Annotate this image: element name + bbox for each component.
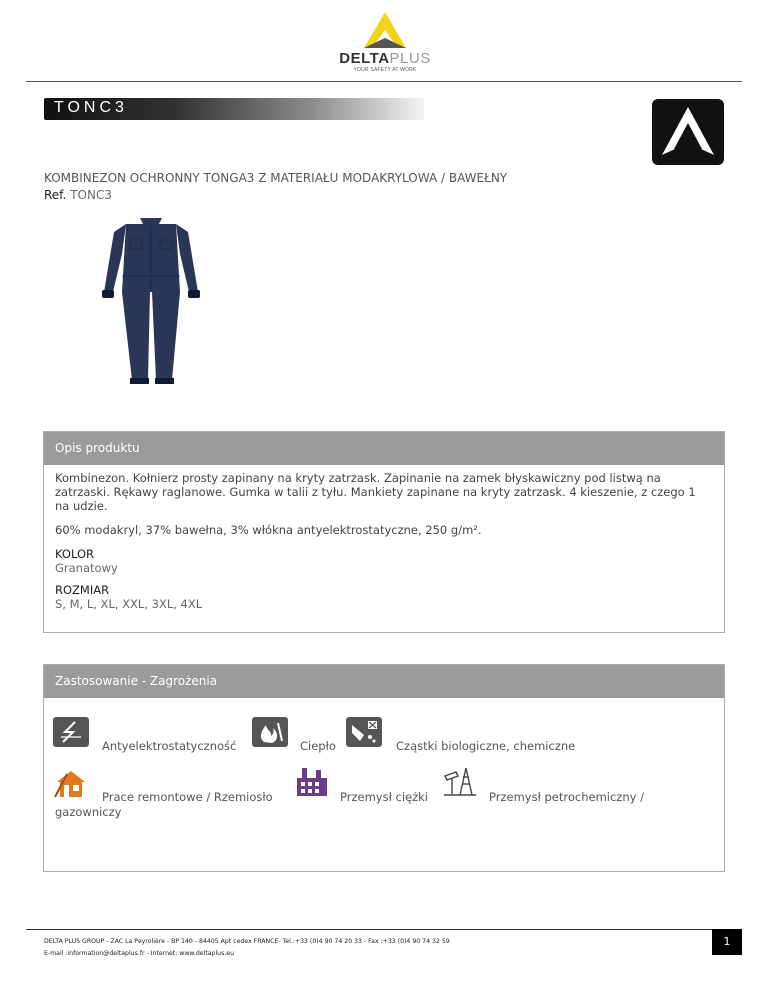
delta-plus-logo	[322, 10, 448, 72]
delta-badge-icon	[652, 99, 724, 165]
sector-label-renovation: Prace remontowe / Rzemiosło	[102, 790, 273, 804]
logo-tagline: YOUR SAFETY AT WORK	[353, 67, 417, 73]
description-text: Kombinezon. Kołnierz prosty zapinany na kryty zatrzask. Zapinanie na zamek błyskawiczny pod listwą na zatrzaski. Rękawy raglanowe. Gumka w talii z tyłu. Mankiety zapinane na kryty zatrzask. 4 kieszenie, z czego 1 na udzie.	[55, 471, 696, 513]
product-code-banner	[44, 98, 424, 120]
footer-contact	[44, 936, 450, 960]
composition-text: 60% modakryl, 37% bawełna, 3% włókna antyelektrostatyczne, 250 g/m².	[55, 523, 482, 537]
footer-web: E-mail :information@deltaplus.fr - Internet: www.deltaplus.eu	[44, 950, 235, 957]
product-title: KOMBINEZON OCHRONNY TONGA3 Z MATERIAŁU MODAKRYLOWA / BAWEŁNY	[44, 171, 508, 185]
hazard-label-heat: Ciepło	[300, 739, 336, 753]
applications-section	[43, 664, 725, 872]
sector-label-heavy-industry: Przemysł ciężki	[340, 790, 428, 804]
size-value: S, M, L, XL, XXL, 3XL, 4XL	[55, 597, 203, 611]
sector-label-petrochemical: Przemysł petrochemiczny / gazowniczy	[55, 790, 644, 819]
page-number: 1	[712, 929, 742, 955]
heat-icon	[252, 717, 288, 747]
chemical-particles-icon	[346, 717, 382, 747]
logo-triangle-icon	[322, 10, 448, 50]
footer-divider	[26, 929, 712, 930]
hazard-label-chemical: Cząstki biologiczne, chemiczne	[396, 739, 576, 753]
antistatic-icon	[53, 717, 89, 747]
color-label: KOLOR	[55, 547, 95, 561]
hazard-label-antistatic: Antyelektrostatyczność	[102, 739, 237, 753]
product-ref: Ref. TONC3	[44, 188, 112, 202]
product-code: TONC3	[54, 99, 128, 116]
product-image	[96, 214, 206, 386]
size-label: ROZMIAR	[55, 583, 110, 597]
logo-wordmark: DELTAPLUS	[339, 50, 431, 67]
description-heading: Opis produktu	[44, 432, 724, 465]
applications-heading: Zastosowanie - Zagrożenia	[44, 665, 724, 698]
footer-address: DELTA PLUS GROUP - ZAC La Peyrolière - BP 140 - 84405 Apt cedex FRANCE- Tel.:+33 (0)4 90 74 20 33 - Fax :+33 (0)4 90 74 32 59	[44, 938, 450, 945]
color-value: Granatowy	[55, 561, 118, 575]
product-description-section	[43, 431, 725, 633]
header-divider	[26, 81, 742, 82]
